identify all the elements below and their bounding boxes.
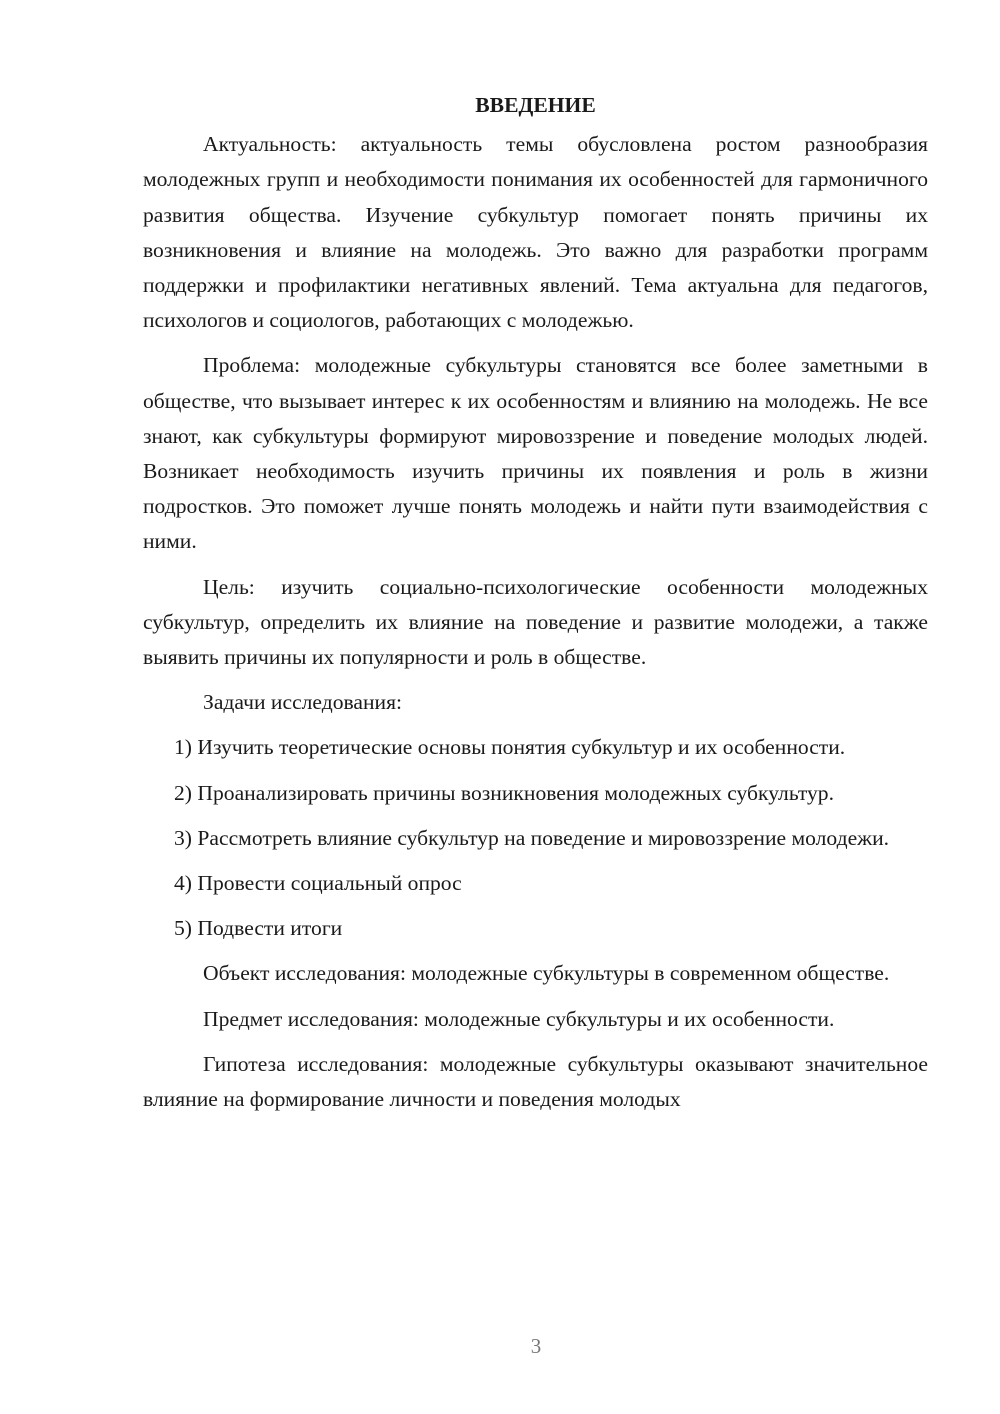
problem-paragraph: Проблема: молодежные субкультуры становятся все более заметными в обществе, что вызывает интерес к их особенностям и влиянию на молодежь. Не все знают, как субкультуры формируют мировоззрение и поведение молодых людей. Возникает необходимость изучить причины их появления и роль в жизни подростков. Это поможет лучше понять молодежь и найти пути взаимодействия с ними. bbox=[143, 353, 928, 554]
task-item-4: 4) Провести социальный опрос bbox=[174, 871, 462, 896]
task-item-1: 1) Изучить теоретические основы понятия субкультур и их особенности. bbox=[174, 735, 846, 760]
goal-paragraph: Цель: изучить социально-психологические особенности молодежных субкультур, определить их влияние на поведение и развитие молодежи, а также выявить причины их популярности и роль в обществе. bbox=[143, 574, 928, 670]
subject-paragraph: Предмет исследования: молодежные субкультуры и их особенности. bbox=[203, 1006, 835, 1031]
task-item-3: 3) Рассмотреть влияние субкультур на поведение и мировоззрение молодежи. bbox=[174, 825, 890, 850]
document-body bbox=[143, 88, 928, 1127]
task-item-5: 5) Подвести итоги bbox=[174, 916, 343, 941]
object-paragraph: Объект исследования: молодежные субкультуры в современном обществе. bbox=[203, 961, 890, 986]
hypothesis-paragraph: Гипотеза исследования: молодежные субкультуры оказывают значительное влияние на формирование личности и поведения молодых bbox=[143, 1051, 928, 1112]
relevance-paragraph: Актуальность: актуальность темы обусловлена ростом разнообразия молодежных групп и необходимости понимания их особенностей для гармоничного развития общества. Изучение субкультур помогает понять причины их возникновения и влияние на молодежь. Это важно для разработки программ поддержки и профилактики негативных явлений. Тема актуальна для педагогов, психологов и социологов, работающих с молодежью. bbox=[143, 132, 928, 333]
tasks-heading: Задачи исследования: bbox=[203, 690, 403, 715]
page-title: ВВЕДЕНИЕ bbox=[475, 93, 596, 117]
task-item-2: 2) Проанализировать причины возникновения молодежных субкультур. bbox=[174, 780, 834, 805]
page-number: 3 bbox=[530, 1334, 542, 1358]
